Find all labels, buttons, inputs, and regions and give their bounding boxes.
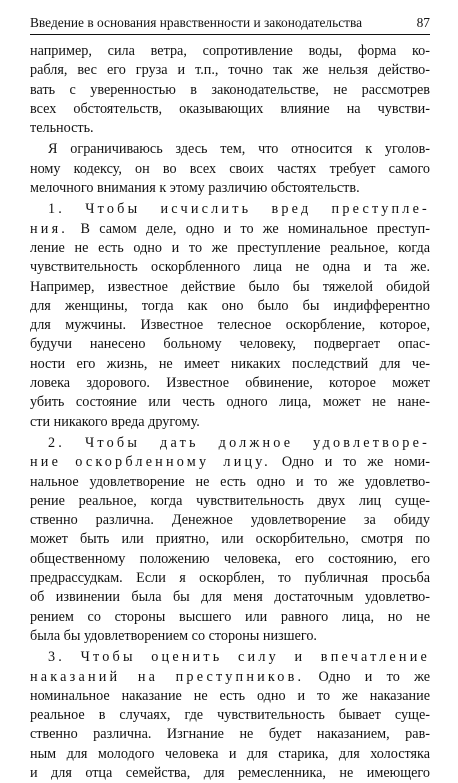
spaced-emphasis: наказаний на преступников. [30,668,305,685]
text-line: и для отца семейства, для ремесленника, не имеющего [30,764,430,781]
text-line: была бы удовлетворением со стороны низшего. [30,627,317,644]
text-line: предрассудкам. Если я оскорблен, то публичная просьба [30,570,430,587]
book-page [30,14,430,783]
text-line: нальное удовлетворение не есть одно и то же удовлетво- [30,473,430,490]
text-line: рабля, вес его груза и т.п., точно так же нельзя действо- [30,62,430,79]
text-line: об извинении была бы для меня достаточным удовлетво- [30,589,430,606]
spaced-emphasis: ние оскорбленному лицу. [30,454,271,471]
paragraph-continuation [30,42,430,138]
item-heading-line: 3. Чтобы оценить силу и впечатление [48,649,430,666]
text-line: убить состояние или честь одного лица, может не нане- [30,394,430,411]
running-header [30,14,430,35]
paragraph-intro [30,140,430,198]
text-line: Например, известное действие было бы тяжелой обидой [30,278,430,295]
text-line: Я ограничиваюсь здесь тем, что относится к уголов- [48,141,430,158]
running-header-title: Введение в основания нравственности и законодательства [30,15,363,30]
page-number: 87 [416,15,430,30]
paragraph-item-2 [30,434,430,646]
spaced-emphasis: ния. [30,220,81,237]
text-line: ным для молодого человека и для старика, для холостяка [30,745,430,762]
text-line: например, сила ветра, сопротивление воды, форма ко- [30,43,430,59]
text-line: вать с уверенностью в законодательстве, не рассмотрев [30,81,430,98]
text-line: для мужчины. Известное телесное оскорбление, которое, [30,317,430,334]
text-line: ственно различна. Изгнание не будет наказанием, рав- [30,726,430,743]
text-line: ному кодексу, он во всех своих частях требует самого [30,160,430,177]
paragraph-item-1 [30,200,430,432]
text-line: ление не есть одно и то же преступление реальное, когда [30,239,430,256]
text-line: ние оскорбленному лицу. Одно и то же номи- [30,454,430,471]
text-line: сти никакого вреда другому. [30,413,200,430]
text-line: тельность. [30,120,94,137]
text-line: для женщины, тогда как оно было бы индифферентно [30,297,430,314]
text-line: будучи нанесено больному человеку, подвергает опас- [30,336,430,353]
text-line: общественному положению человека, его состоянию, его [30,550,430,567]
text-line: номинальное наказание не есть одно и то же наказание [30,687,430,704]
text-line: ственно различна. Денежное удовлетворение за обиду [30,512,430,529]
item-heading-line: 1. Чтобы исчислить вред преступле- [48,201,430,218]
text-line: рением со стороны высшего или равного лица, но не [30,608,430,625]
text-line: мелочного внимания к этому различию обстоятельств. [30,180,360,197]
text-line: чувствительность оскорбленного лица не одна и та же. [30,259,430,276]
text-line: рение реальное, когда чувствительность двух лиц суще- [30,492,430,509]
text-line: ловека здорового. Известное обвинение, которое может [30,375,430,392]
text-line: может быть или приятно, или оскорбительно, смотря по [30,531,430,548]
paragraph-item-3 [30,648,430,783]
text-line: реальное в случаях, где чувствительность бывает суще- [30,707,430,724]
text-line: наказаний на преступников. Одно и то же [30,668,430,685]
text-line: ния. В самом деле, одно и то же номинальное преступ- [30,220,430,237]
text-line: ности его жизнь, не имеет никаких последствий для че- [30,355,430,372]
text-line: всех обстоятельств, оказывающих влияние на чувстви- [30,100,430,117]
item-heading-line: 2. Чтобы дать должное удовлетворе- [48,434,430,451]
